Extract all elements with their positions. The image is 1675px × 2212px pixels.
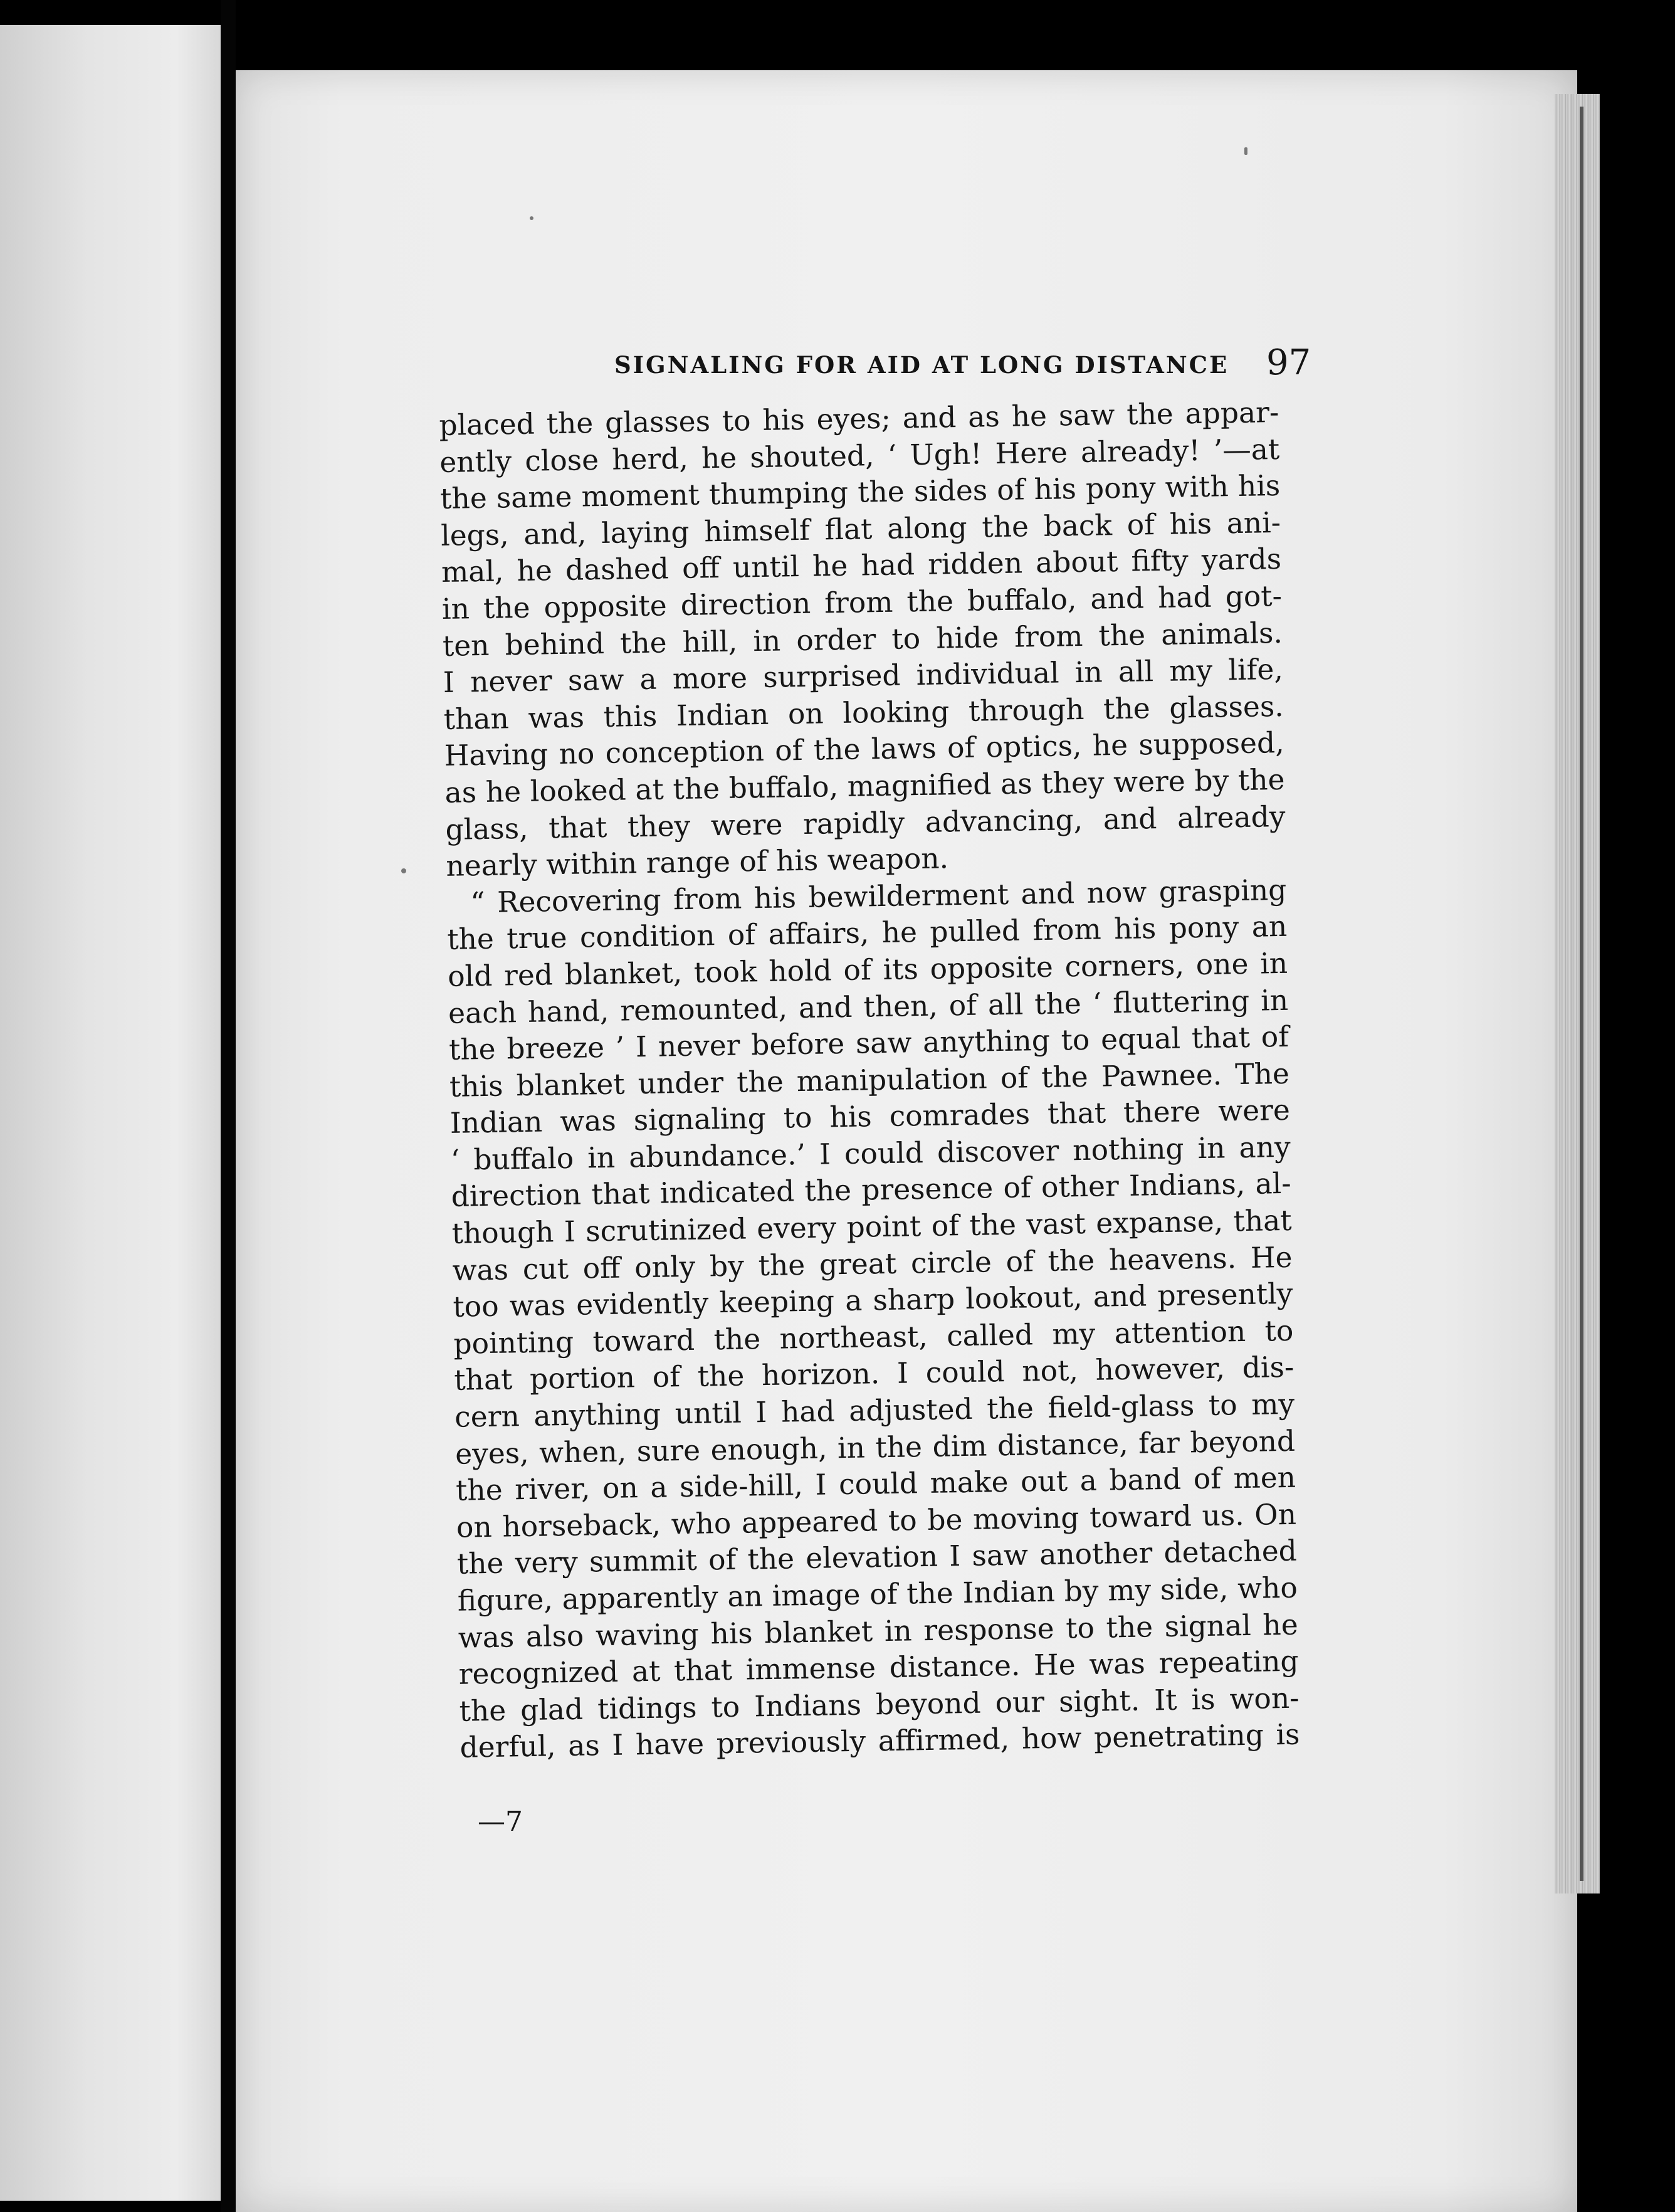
text-line: that portion of the horizon. I could not, however, dis- [453,1351,1294,1398]
previous-page-edge [0,25,221,2201]
text-line: this blanket under the manipulation of the Pawnee. The [449,1056,1290,1103]
text-line: glass, that they were rapidly advancing, and already [445,799,1286,846]
dust-speck [530,216,533,220]
text-line: on horseback, who appeared to be moving toward us. On [456,1497,1297,1544]
text-line: Indian was signaling to his comrades that there were [449,1093,1291,1140]
text-line: than was this Indian on looking through the glasses. [443,689,1284,736]
signature-mark: —7 [478,1806,523,1838]
dust-speck [401,868,406,873]
text-line: ently close herd, he shouted, ‘ Ugh! Here already! ’—at [439,432,1280,479]
page-edge-shadow [1580,107,1583,1881]
text-line: the same moment thumping the sides of his pony with his [439,469,1281,516]
text-line: I never saw a more surprised individual in all my life, [443,653,1284,700]
text-line: nearly within range of his weapon. [446,841,949,883]
text-line: figure, apparently an image of the Indian by my side, who [457,1571,1298,1618]
text-line: legs, and, laying himself flat along the back of his ani- [440,505,1281,552]
text-line: old red blanket, took hold of its opposite corners, one in [447,946,1288,993]
text-line: ‘ buffalo in abundance.’ I could discover nothing in any [450,1130,1291,1177]
text-line: the river, on a side-hill, I could make out a band of men [455,1460,1296,1508]
page-edge-stack [1555,94,1600,1893]
text-line: placed the glasses to his eyes; and as he saw the appar- [439,395,1279,442]
text-line: too was evidently keeping a sharp lookout, and presently [453,1277,1293,1324]
text-line: ten behind the hill, in order to hide from the animals. [442,616,1283,663]
dust-speck [1244,147,1247,155]
text-line: was also waving his blanket in response to the signal he [458,1608,1299,1655]
text-line: the breeze ’ I never before saw anything to equal that of [448,1019,1289,1066]
text-line: each hand, remounted, and then, of all the ‘ fluttering in [448,983,1289,1030]
text-line: Having no conception of the laws of optics, he supposed, [444,726,1284,773]
text-line: eyes, when, sure enough, in the dim distance, far beyond [454,1424,1296,1471]
page-number: 97 [1266,342,1311,383]
text-line: “ Recovering from his bewilderment and now grasping [470,873,1287,920]
text-line: though I scrutinized every point of the vast expanse, that [451,1203,1292,1250]
text-line: the glad tidings to Indians beyond our sight. It is won- [459,1681,1300,1728]
book-gutter [221,0,236,2212]
text-line: pointing toward the northeast, called my attention to [453,1314,1294,1361]
text-line: in the opposite direction from the buffalo, and had got- [441,579,1283,626]
text-line: as he looked at the buffalo, magnified as they were by the [444,762,1285,809]
running-header: SIGNALING FOR AID AT LONG DISTANCE [614,351,1229,379]
body-text [439,394,1300,1767]
text-line: was cut off only by the great circle of the heavens. He [452,1240,1293,1287]
text-line: cern anything until I had adjusted the field-glass to my [454,1387,1295,1434]
text-line: the very summit of the elevation I saw another detached [456,1534,1298,1581]
text-line: derful, as I have previously affirmed, how penetrating is [459,1718,1300,1765]
text-line: mal, he dashed off until he had ridden about fifty yards [441,542,1282,589]
text-line: recognized at that immense distance. He was repeating [458,1644,1299,1691]
text-line: the true condition of affairs, he pulled from his pony an [446,910,1288,957]
text-line: direction that indicated the presence of other Indians, al- [451,1167,1292,1214]
